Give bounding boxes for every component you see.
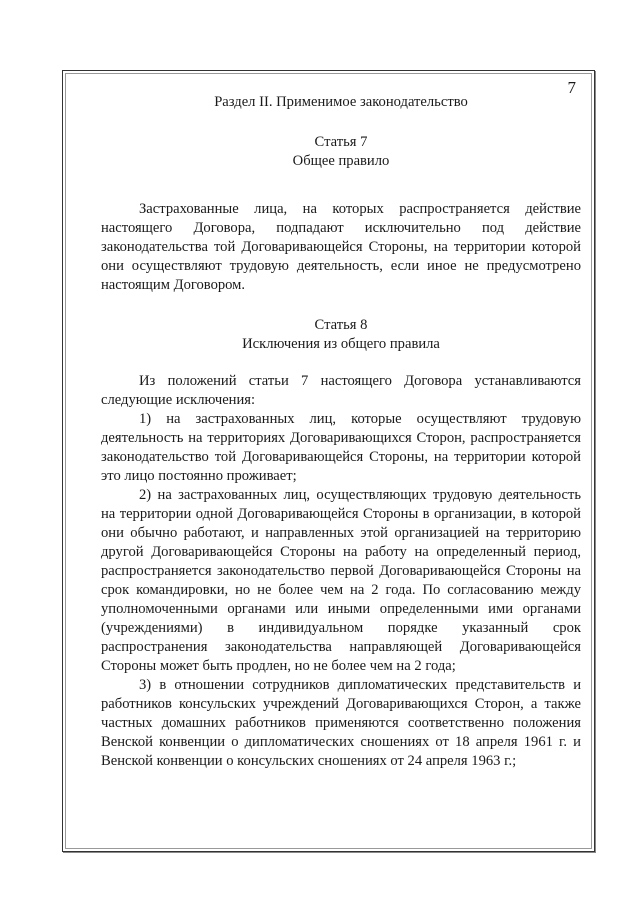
section-title: Раздел II. Применимое законодательство xyxy=(214,94,468,110)
document-body xyxy=(101,88,581,771)
article-7-text: Застрахованные лица, на которых распространяется действие настоящего Договора, подпадают исключительно под действие законодательства той Договаривающейся Стороны, на территории которой они осуществляют трудовую деятельность, если иное не предусмотрено настоящим Договором. xyxy=(101,201,581,293)
page-number: 7 xyxy=(567,78,576,97)
article-8-item-2: 2) на застрахованных лиц, осуществляющих трудовую деятельность на территории одной Договаривающейся Стороны в организации, в которой они обычно работают, и направленных этой организацией на территорию другой Договаривающейся Стороны на работу на определенный период, распространяется законодательство первой Договаривающейся Стороны на срок командировки, но не более чем на 2 года. По согласованию между уполномоченными органами или иными определенными ими органами (учреждениями) в индивидуальном порядке указанный срок распространения законодательства направляющей Договаривающейся Стороны может быть продлен, но не более чем на 2 года; xyxy=(101,487,581,674)
article-8-item-3: 3) в отношении сотрудников дипломатических представительств и работников консульских учреждений Договаривающихся Сторон, а также частных домашних работников применяются соответственно положения Венской конвенции о дипломатических сношениях от 18 апреля 1961 г. и Венской конвенции о консульских сношениях от 24 апреля 1963 г.; xyxy=(101,677,581,769)
article-8-item-1: 1) на застрахованных лиц, которые осуществляют трудовую деятельность на территориях Договаривающихся Сторон, распространяется законодательство той Договаривающейся Стороны, на территории которой это лицо постоянно проживает; xyxy=(101,411,581,484)
article-8-number: Статья 8 xyxy=(314,317,368,333)
article-8-intro: Из положений статьи 7 настоящего Договора устанавливаются следующие исключения: xyxy=(101,373,581,408)
article-7-title: Общее правило xyxy=(292,153,390,169)
article-7-number: Статья 7 xyxy=(314,134,368,150)
article-8-title: Исключения из общего правила xyxy=(242,336,440,352)
